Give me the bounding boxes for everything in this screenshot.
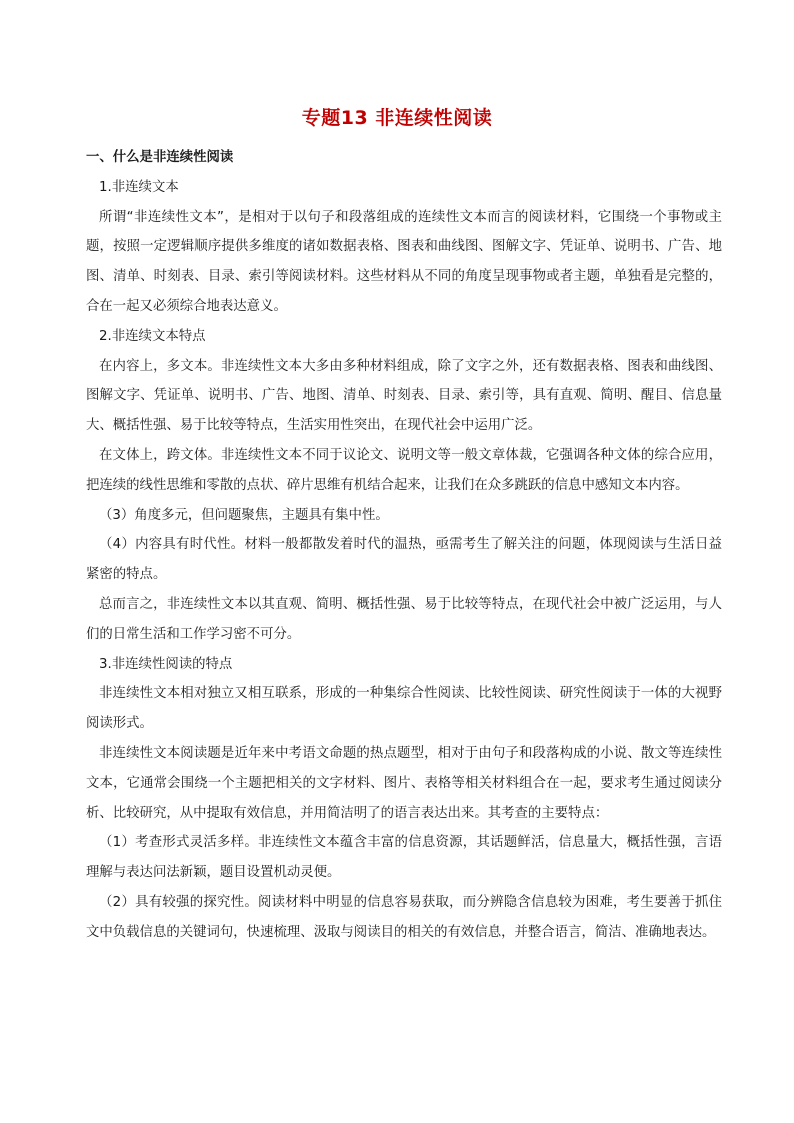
paragraph-reading-form: 非连续性文本相对独立又相互联系，形成的一种集综合性阅读、比较性阅读、研究性阅读于一体的大视野阅读形式。: [86, 686, 722, 732]
subheading-noncontinuous-text: 1.非连续文本: [99, 179, 179, 195]
paragraph-point-4: （4）内容具有时代性。材料一般都散发着时代的温热，亟需考生了解关注的问题，体现阅读与生活日益紧密的特点。: [86, 537, 722, 583]
paragraph-point-3: （3）角度多元，但问题聚焦，主题具有集中性。: [99, 507, 389, 523]
section-heading: 一、什么是非连续性阅读: [86, 150, 234, 165]
paragraph-definition: 所谓“非连续性文本”，是相对于以句子和段落组成的连续性文本而言的阅读材料，它围绕一个事物或主题，按照一定逻辑顺序提供多维度的诸如数据表格、图表和曲线图、图解文字、凭证单、说明书、广告、地图、清单、时刻表、目录、索引等阅读材料。这些材料从不同的角度呈现事物或者主题，单独看是完整的，合在一起又必须综合地表达意义。: [86, 209, 722, 314]
paragraph-genre-feature: 在文体上，跨文体。非连续性文本不同于议论文、说明文等一般文章体裁，它强调各种文体的综合应用，把连续的线性思维和零散的点状、碎片思维有机结合起来，让我们在众多跳跃的信息中感知文本内容。: [86, 447, 722, 493]
subheading-reading-features: 3.非连续性阅读的特点: [99, 656, 233, 672]
paragraph-exam-point-2: （2）具有较强的探究性。阅读材料中明显的信息容易获取，而分辨隐含信息较为困难，考生要善于抓住文中负载信息的关键词句，快速梳理、汲取与阅读目的相关的有效信息，并整合语言，简洁、准确地表达。: [86, 894, 722, 940]
page-title: 专题13 非连续性阅读: [301, 107, 493, 129]
paragraph-exam-point-1: （1）考查形式灵活多样。非连续性文本蕴含丰富的信息资源，其话题鲜活，信息量大，概括性强，言语理解与表达问法新颖，题目设置机动灵便。: [86, 835, 722, 881]
paragraph-exam-type: 非连续性文本阅读题是近年来中考语文命题的热点题型，相对于由句子和段落构成的小说、散文等连续性文本，它通常会围绕一个主题把相关的文字材料、图片、表格等相关材料组合在一起，要求考生通过阅读分析、比较研究，从中提取有效信息，并用简洁明了的语言表达出来。其考查的主要特点：: [86, 745, 722, 821]
paragraph-summary: 总而言之，非连续性文本以其直观、简明、概括性强、易于比较等特点，在现代社会中被广泛运用，与人们的日常生活和工作学习密不可分。: [86, 596, 722, 642]
document-body: [86, 143, 722, 948]
subheading-text-features: 2.非连续文本特点: [99, 328, 206, 344]
paragraph-content-feature: 在内容上，多文本。非连续性文本大多由多种材料组成，除了文字之外，还有数据表格、图表和曲线图、图解文字、凭证单、说明书、广告、地图、清单、时刻表、目录、索引等，具有直观、简明、醒目、信息量大、概括性强、易于比较等特点，生活实用性突出，在现代社会中运用广泛。: [86, 358, 722, 434]
